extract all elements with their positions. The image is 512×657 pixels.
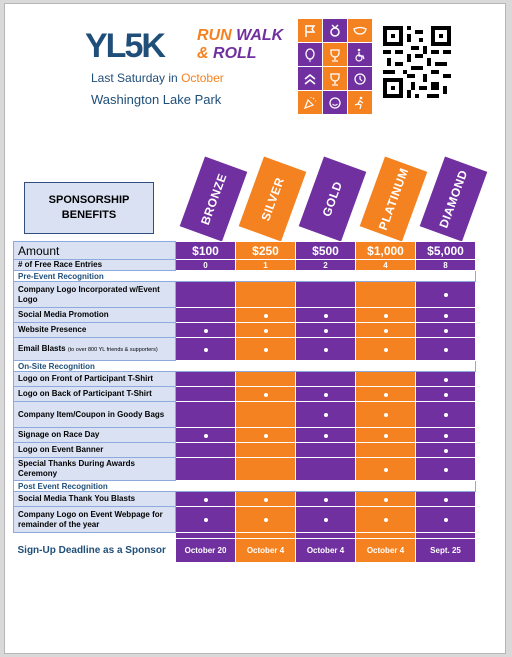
benefit-cell-silver (236, 323, 296, 338)
included-bullet-icon (444, 378, 448, 382)
benefit-cell-silver (236, 428, 296, 443)
entries-silver: 1 (236, 260, 296, 271)
included-bullet-icon (264, 393, 268, 397)
tier-tab-bronze (180, 157, 248, 242)
included-bullet-icon (384, 498, 388, 502)
benefit-cell-silver (236, 443, 296, 458)
logo-roll-word: ROLL (213, 45, 257, 62)
wheelchair-icon (348, 43, 372, 66)
included-bullet-icon (324, 348, 328, 352)
benefit-cell-bronze (176, 372, 236, 387)
benefit-cell-platinum (356, 492, 416, 507)
amount-bronze: $100 (176, 242, 236, 260)
benefit-label-text: Company Item/Coupon in Goody Bags (18, 409, 165, 419)
benefit-cell-gold (296, 372, 356, 387)
included-bullet-icon (324, 413, 328, 417)
included-bullet-icon (324, 498, 328, 502)
included-bullet-icon (264, 498, 268, 502)
benefit-row (14, 372, 476, 387)
benefits-table-body (14, 242, 476, 563)
included-bullet-icon (264, 518, 268, 522)
benefit-cell-gold (296, 402, 356, 428)
benefit-cell-bronze (176, 507, 236, 533)
chevrons-icon (298, 67, 322, 90)
included-bullet-icon (384, 413, 388, 417)
included-bullet-icon (204, 498, 208, 502)
amount-row (14, 242, 476, 260)
benefit-row (14, 402, 476, 428)
benefit-cell-platinum (356, 443, 416, 458)
section-header-row (14, 361, 476, 372)
included-bullet-icon (384, 314, 388, 318)
tier-tab-diamond (420, 157, 488, 242)
benefit-cell-platinum (356, 428, 416, 443)
trophy-icon (323, 43, 347, 66)
included-bullet-icon (444, 449, 448, 453)
benefit-cell-diamond (416, 458, 476, 481)
benefit-label-text: Logo on Event Banner (18, 445, 104, 454)
benefit-label (14, 338, 176, 361)
benefit-cell-silver (236, 492, 296, 507)
included-bullet-icon (444, 434, 448, 438)
benefit-cell-silver (236, 338, 296, 361)
included-bullet-icon (444, 314, 448, 318)
benefit-cell-platinum (356, 402, 416, 428)
logo-run: RUN (197, 27, 232, 44)
deadline-silver: October 4 (236, 539, 296, 563)
benefit-cell-silver (236, 372, 296, 387)
benefit-label (14, 443, 176, 458)
benefit-cell-diamond (416, 323, 476, 338)
benefit-label-note: (to over 800 YL friends & supporters) (67, 346, 158, 353)
tier-tab-silver (239, 157, 307, 242)
tagline-month: October (181, 71, 224, 85)
sponsorship-benefits-heading (24, 182, 154, 234)
benefit-cell-diamond (416, 402, 476, 428)
yl5k-logo (85, 26, 295, 66)
benefit-cell-diamond (416, 428, 476, 443)
benefit-cell-diamond (416, 282, 476, 308)
benefit-label-text: Company Logo Incorporated w/Event Logo (18, 284, 160, 304)
party-icon (298, 91, 322, 114)
sponsorship-benefits-table (13, 241, 476, 563)
section-title: On-Site Recognition (14, 361, 476, 372)
benefit-label-text: Special Thanks During Awards Ceremony (18, 459, 135, 478)
benefit-label (14, 372, 176, 387)
included-bullet-icon (324, 518, 328, 522)
clock-icon (348, 67, 372, 90)
benefit-cell-platinum (356, 323, 416, 338)
included-bullet-icon (444, 498, 448, 502)
included-bullet-icon (444, 393, 448, 397)
sponsorship-title-line1: SPONSORSHIP (48, 194, 130, 206)
included-bullet-icon (384, 434, 388, 438)
benefit-label-text: Website Presence (18, 325, 87, 334)
benefit-cell-platinum (356, 387, 416, 402)
amount-platinum: $1,000 (356, 242, 416, 260)
benefit-cell-gold (296, 428, 356, 443)
section-title: Post Event Recognition (14, 481, 476, 492)
entries-bronze: 0 (176, 260, 236, 271)
benefit-cell-bronze (176, 402, 236, 428)
balloon-icon (298, 43, 322, 66)
benefit-cell-diamond (416, 338, 476, 361)
benefit-label-text: Logo on Front of Participant T-Shirt (18, 374, 154, 383)
benefit-cell-silver (236, 282, 296, 308)
event-location: Washington Lake Park (91, 92, 222, 107)
race-entries-row (14, 260, 476, 271)
benefit-cell-platinum (356, 338, 416, 361)
benefit-label-text: Signage on Race Day (18, 430, 100, 439)
benefit-cell-gold (296, 338, 356, 361)
benefit-cell-diamond (416, 507, 476, 533)
medal-icon (323, 19, 347, 42)
deadline-platinum: October 4 (356, 539, 416, 563)
amount-silver: $250 (236, 242, 296, 260)
benefit-cell-diamond (416, 387, 476, 402)
included-bullet-icon (264, 314, 268, 318)
entries-gold: 2 (296, 260, 356, 271)
section-header-row (14, 271, 476, 282)
cup-icon (323, 67, 347, 90)
benefit-cell-gold (296, 443, 356, 458)
included-bullet-icon (444, 518, 448, 522)
entries-diamond: 8 (416, 260, 476, 271)
amount-diamond: $5,000 (416, 242, 476, 260)
benefit-label (14, 428, 176, 443)
included-bullet-icon (384, 393, 388, 397)
logo-roll (197, 45, 257, 63)
benefit-cell-bronze (176, 428, 236, 443)
flag-icon (298, 19, 322, 42)
included-bullet-icon (384, 348, 388, 352)
deadline-diamond: Sept. 25 (416, 539, 476, 563)
included-bullet-icon (204, 348, 208, 352)
benefit-label-text: Social Media Promotion (18, 310, 109, 319)
included-bullet-icon (444, 348, 448, 352)
benefit-label (14, 458, 176, 481)
benefit-label (14, 507, 176, 533)
included-bullet-icon (444, 329, 448, 333)
benefit-cell-silver (236, 507, 296, 533)
benefit-cell-silver (236, 402, 296, 428)
benefit-cell-bronze (176, 387, 236, 402)
mask-icon (348, 19, 372, 42)
benefit-cell-silver (236, 458, 296, 481)
benefit-row (14, 308, 476, 323)
tier-label-bronze: BRONZE (197, 171, 230, 227)
benefit-cell-gold (296, 507, 356, 533)
flyer-page (4, 3, 506, 654)
sponsorship-title-line2: BENEFITS (61, 209, 117, 221)
benefit-label (14, 308, 176, 323)
benefit-cell-diamond (416, 443, 476, 458)
benefit-label (14, 323, 176, 338)
logo-run-walk (197, 27, 283, 45)
benefit-label (14, 387, 176, 402)
benefit-cell-platinum (356, 372, 416, 387)
benefit-label-text: Social Media Thank You Blasts (18, 494, 136, 503)
benefit-row (14, 492, 476, 507)
deadline-bronze: October 20 (176, 539, 236, 563)
benefit-label (14, 492, 176, 507)
benefit-row (14, 443, 476, 458)
tier-label-platinum: PLATINUM (375, 166, 412, 232)
included-bullet-icon (384, 518, 388, 522)
benefit-row (14, 428, 476, 443)
tier-tab-gold (299, 157, 367, 242)
tier-label-silver: SILVER (258, 175, 287, 223)
event-icon-grid (298, 19, 372, 115)
entries-platinum: 4 (356, 260, 416, 271)
benefit-cell-bronze (176, 492, 236, 507)
benefit-cell-gold (296, 282, 356, 308)
included-bullet-icon (444, 413, 448, 417)
benefit-cell-gold (296, 308, 356, 323)
benefit-cell-gold (296, 458, 356, 481)
included-bullet-icon (204, 329, 208, 333)
benefit-cell-silver (236, 308, 296, 323)
event-date-tagline (91, 71, 224, 85)
included-bullet-icon (324, 393, 328, 397)
benefit-row (14, 387, 476, 402)
logo-walk: WALK (236, 27, 284, 44)
logo-yl5k-text: YL5K (85, 27, 164, 65)
deadline-label: Sign-Up Deadline as a Sponsor (14, 539, 176, 563)
benefit-cell-bronze (176, 338, 236, 361)
benefit-row (14, 338, 476, 361)
benefit-cell-platinum (356, 507, 416, 533)
tier-tab-platinum (360, 157, 428, 242)
benefit-label-text: Company Logo on Event Webpage for remainder of the year (18, 509, 163, 529)
runner-icon (348, 91, 372, 114)
benefit-cell-gold (296, 387, 356, 402)
included-bullet-icon (324, 329, 328, 333)
included-bullet-icon (264, 348, 268, 352)
benefit-cell-platinum (356, 458, 416, 481)
section-header-row (14, 481, 476, 492)
benefit-cell-gold (296, 323, 356, 338)
included-bullet-icon (204, 518, 208, 522)
tier-label-diamond: DIAMOND (436, 168, 471, 230)
deadline-row (14, 539, 476, 563)
included-bullet-icon (444, 293, 448, 297)
included-bullet-icon (444, 468, 448, 472)
benefit-cell-gold (296, 492, 356, 507)
benefit-cell-bronze (176, 282, 236, 308)
benefit-cell-diamond (416, 308, 476, 323)
benefit-cell-platinum (356, 282, 416, 308)
tier-label-gold: GOLD (319, 179, 346, 219)
deadline-gold: October 4 (296, 539, 356, 563)
benefit-cell-bronze (176, 443, 236, 458)
benefit-label (14, 282, 176, 308)
amount-label: Amount (14, 242, 176, 260)
benefit-row (14, 323, 476, 338)
race-entries-label: # of Free Race Entries (14, 260, 176, 271)
benefit-cell-bronze (176, 323, 236, 338)
benefit-row (14, 507, 476, 533)
benefit-cell-diamond (416, 372, 476, 387)
included-bullet-icon (264, 329, 268, 333)
included-bullet-icon (324, 314, 328, 318)
tagline-prefix: Last Saturday in (91, 71, 178, 85)
benefit-cell-bronze (176, 458, 236, 481)
benefit-label-text: Email Blasts (18, 343, 66, 353)
amount-gold: $500 (296, 242, 356, 260)
included-bullet-icon (264, 434, 268, 438)
section-title: Pre-Event Recognition (14, 271, 476, 282)
included-bullet-icon (204, 434, 208, 438)
benefit-cell-bronze (176, 308, 236, 323)
benefit-row (14, 282, 476, 308)
benefit-row (14, 458, 476, 481)
logo-amp: & (197, 45, 209, 62)
benefit-cell-platinum (356, 308, 416, 323)
benefit-cell-diamond (416, 492, 476, 507)
included-bullet-icon (384, 329, 388, 333)
qr-code[interactable] (383, 26, 451, 98)
included-bullet-icon (324, 434, 328, 438)
benefit-label-text: Logo on Back of Participant T-Shirt (18, 389, 152, 398)
benefit-cell-silver (236, 387, 296, 402)
benefit-label (14, 402, 176, 428)
smile-icon (323, 91, 347, 114)
included-bullet-icon (384, 468, 388, 472)
